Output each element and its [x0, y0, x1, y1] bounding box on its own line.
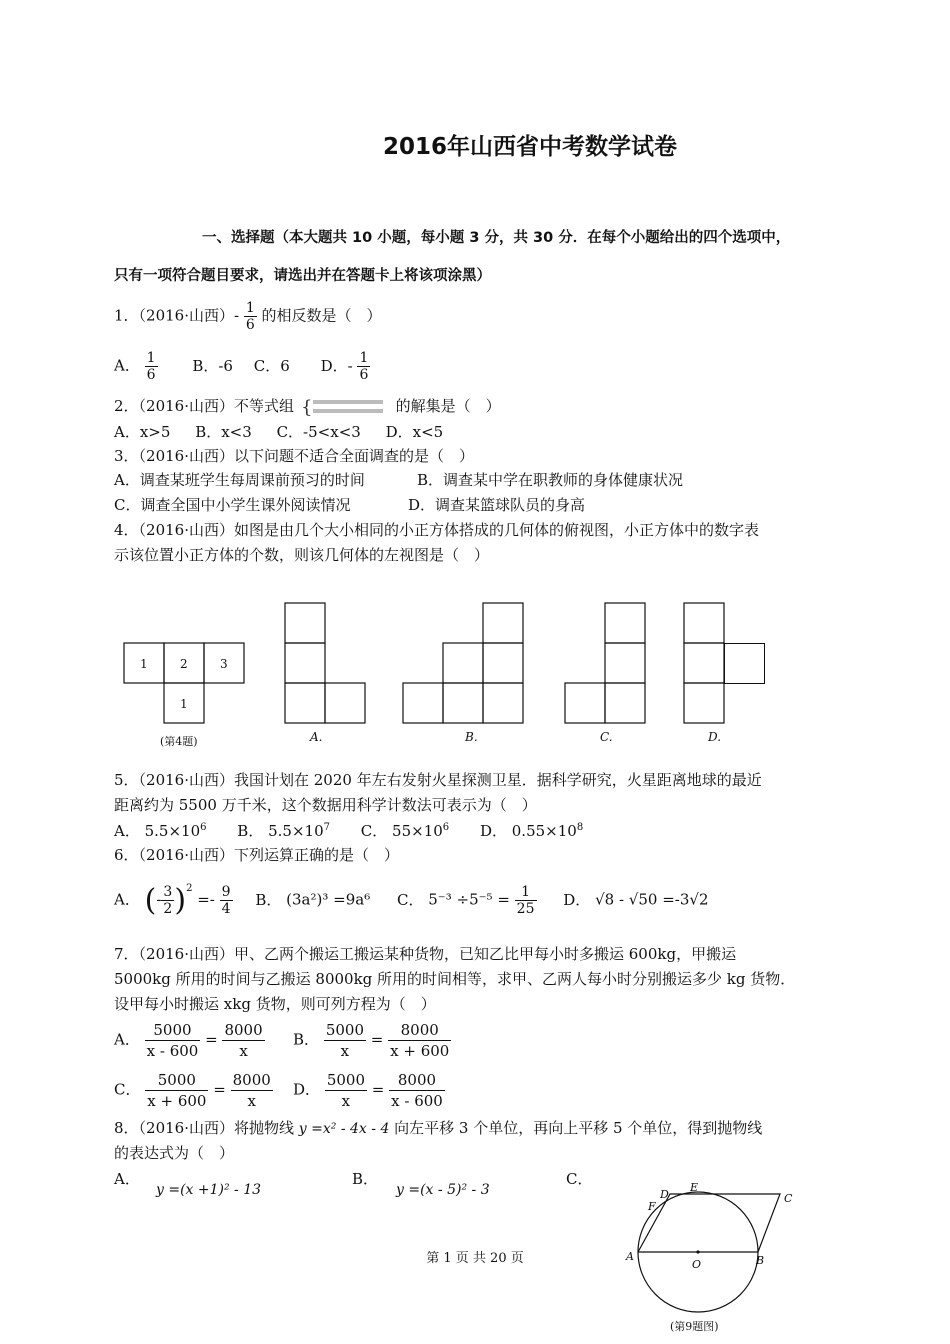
q1-fraction: $\frac{1}{6}$ [245, 300, 255, 333]
q2-option-d: D．x<5 [385, 423, 444, 441]
q5-option-b-exp: 7 [323, 822, 330, 833]
q5-option-d-label: D． [479, 822, 507, 840]
question-8-line1: 8．（2016·山西）将抛物线 y =x² - 4x - 4 向左平移 3 个单位，再向上平移 5 个单位，得到抛物线 [114, 1119, 763, 1137]
q3-option-a: A．调查某班学生每周课前预习的时间 [114, 471, 365, 489]
q2-options [114, 421, 443, 442]
question-5-line2: 距离约为 5500 万千米，这个数据用科学计数法可表示为（ ） [114, 796, 537, 814]
fig9-label-d: D [660, 1188, 669, 1201]
q6-option-d: √8 - √50 =-3√2 [595, 890, 709, 909]
q4-label-a: A. [310, 730, 323, 744]
svg-text:{: { [300, 397, 313, 418]
question-1 [114, 300, 382, 333]
q7-option-a-right: $\frac{8000}{x}$ [224, 1021, 263, 1060]
q2-stem-post: 的解集是（ ） [395, 397, 501, 415]
question-2 [114, 394, 501, 418]
q4-cell-4: 1 [180, 697, 188, 711]
q6-options: A． (- $\frac{3}{2}$ )$^2$ =- $\frac{9}{4}$ B． (3a²)³ =9a⁶ C． 5⁻³ ÷5⁻⁵ = $\frac{1}{25}$ D． √8 - √50 =-3√2 [114, 883, 709, 918]
q6-option-c-fraction: $\frac{1}{25}$ [516, 884, 535, 917]
q7-option-c-left: $\frac{5000}{x + 600}$ [147, 1071, 207, 1110]
q4-label-b: B. [465, 730, 478, 744]
q7-option-d-right: $\frac{8000}{x - 600}$ [391, 1071, 443, 1110]
q4-cell-2: 2 [180, 657, 188, 671]
q4-label-d: D. [708, 730, 722, 744]
q8-option-b-label: B． [352, 1170, 379, 1188]
q5-option-c: 55×10 [392, 822, 443, 840]
q4-option-d-side-square [724, 643, 765, 684]
q4-option-d-view [684, 603, 724, 723]
q8-option-c-label: C． [566, 1170, 593, 1188]
q2-option-a: A．x>5 [114, 423, 171, 441]
q2-inequality-system-image [299, 396, 391, 418]
question-7-line2: 5000kg 所用的时间与乙搬运 8000kg 所用的时间相等，求甲、乙两人每小时分别搬运多少 kg 货物． [114, 970, 796, 988]
q5-option-a-exp: 6 [200, 822, 207, 833]
q7-option-b: B． $\frac{5000}{x}$ = $\frac{8000}{x + 600}$ [293, 1021, 450, 1060]
q4-caption: (第4题) [160, 735, 198, 748]
q8-option-b: y =(x - 5)² - 3 [396, 1182, 490, 1198]
question-4-line1: 4．（2016·山西）如图是由几个大小相同的小正方体搭成的几何体的俯视图，小正方体中的数字表 [114, 521, 759, 539]
q1-stem-pre: 1．（2016·山西）- [114, 306, 240, 325]
q7-option-d: D． $\frac{5000}{x}$ = $\frac{8000}{x - 600}$ [293, 1071, 443, 1110]
fig9-label-o: O [692, 1258, 702, 1271]
q7-option-a: A． $\frac{5000}{x - 600}$ = $\frac{8000}{x}$ [114, 1021, 263, 1060]
question-8-line2: 的表达式为（ ） [114, 1144, 235, 1162]
q2-stem-pre: 2．（2016·山西）不等式组 [114, 397, 294, 415]
q6-option-a-label: A． [114, 890, 140, 909]
q1-stem-post: 的相反数是（ ） [261, 306, 382, 325]
q4-top-view [124, 643, 244, 723]
q6-option-a-exp: 2 [186, 883, 193, 894]
question-5-line1: 5．（2016·山西）我国计划在 2020 年左右发射火星探测卫星．据科学研究，火星距离地球的最近 [114, 771, 762, 789]
q6-option-a-result: $\frac{9}{4}$ [221, 884, 231, 917]
q6-option-b-label: B． [255, 890, 282, 909]
q4-option-c-view [565, 603, 645, 723]
q6-option-b: (3a²)³ =9a⁶ [286, 890, 371, 909]
q1-option-c: C．6 [253, 356, 290, 375]
q7-option-c: C． $\frac{5000}{x + 600}$ = $\frac{8000}{x}$ [114, 1071, 271, 1110]
q6-option-a-eq: =- [197, 890, 215, 909]
q7-option-b-right: $\frac{8000}{x + 600}$ [390, 1021, 450, 1060]
page-title: 2016年山西省中考数学试卷 [382, 134, 677, 160]
q2-option-c: C．-5<x<3 [276, 423, 361, 441]
q4-option-b-view [403, 603, 523, 723]
q5-option-c-exp: 6 [442, 822, 450, 833]
q4-cell-3: 3 [220, 657, 228, 671]
fig9-parallelogram [638, 1194, 780, 1252]
q7-option-b-left: $\frac{5000}{x}$ [325, 1021, 364, 1060]
q3-option-c: C．调查全国中小学生课外阅读情况 [114, 496, 351, 514]
q1-option-a-label: A． [114, 356, 140, 375]
q8-option-a-label: A． [114, 1170, 140, 1188]
q7-option-a-left: $\frac{5000}{x - 600}$ [146, 1021, 199, 1060]
q1-option-d-fraction: $\frac{1}{6}$ [359, 350, 369, 383]
q1-options [114, 350, 370, 383]
q7-option-c-right: $\frac{8000}{x}$ [232, 1071, 271, 1110]
fig9-caption: (第9题图) [670, 1320, 719, 1333]
fig9-label-f: F [648, 1200, 656, 1213]
page-footer: 第 1 页 共 20 页 [426, 1251, 524, 1266]
fig9-label-a: A [626, 1250, 634, 1263]
q5-option-b: 5.5×10 [268, 822, 324, 840]
section-heading-line2: 只有一项符合题目要求，请选出并在答题卡上将该项涂黑） [114, 268, 491, 284]
q6-option-c: 5⁻³ ÷5⁻⁵ = [428, 890, 510, 909]
q5-option-b-label: B． [237, 822, 264, 840]
q5-option-c-label: C． [360, 822, 388, 840]
section-heading-line1: 一、选择题（本大题共 10 小题，每小题 3 分，共 30 分．在每个小题给出的四个选项中， [202, 230, 791, 246]
q1-option-d-label: D．- [320, 356, 353, 375]
q3-option-d: D．调查某篮球队员的身高 [408, 496, 586, 514]
question-4-line2: 示该位置小正方体的个数，则该几何体的左视图是（ ） [114, 546, 490, 564]
q7-option-d-left: $\frac{5000}{x}$ [326, 1071, 365, 1110]
question-7-line3: 设甲每小时搬运 xkg 货物，则可列方程为（ ） [114, 995, 436, 1013]
q5-option-d: 0.55×10 [511, 822, 577, 840]
q5-option-a-label: A． [114, 822, 140, 840]
q6-option-a-fraction: $\frac{3}{2}$ [163, 884, 173, 917]
q1-option-a-fraction: $\frac{1}{6}$ [146, 350, 156, 383]
fig9-label-c: C [784, 1192, 793, 1205]
q3-option-b: B．调查某中学在职教师的身体健康状况 [417, 471, 684, 489]
q4-label-c: C. [600, 730, 613, 744]
fig9-label-b: B [756, 1254, 765, 1267]
q6-option-d-label: D． [563, 890, 591, 909]
question-6: 6．（2016·山西）下列运算正确的是（ ） [114, 846, 399, 864]
q5-option-a: 5.5×10 [144, 822, 201, 840]
q8-option-a: y =(x +1)² - 13 [156, 1182, 262, 1198]
q4-figure [110, 595, 740, 755]
q8-formula: y =x² - 4x - 4 [298, 1121, 390, 1137]
q2-option-b: B．x<3 [195, 423, 252, 441]
question-3: 3．（2016·山西）以下问题不适合全面调查的是（ ） [114, 447, 474, 465]
q1-option-b: B．-6 [192, 356, 233, 375]
q4-option-a-view [285, 603, 365, 723]
q5-option-d-exp: 8 [576, 822, 584, 833]
q6-option-c-label: C． [397, 890, 424, 909]
question-7-line1: 7．（2016·山西）甲、乙两个搬运工搬运某种货物，已知乙比甲每小时多搬运 600kg，甲搬运 [114, 945, 737, 963]
q5-options [114, 820, 583, 841]
q4-cell-1: 1 [140, 657, 148, 671]
fig9-label-e: E [690, 1181, 699, 1194]
